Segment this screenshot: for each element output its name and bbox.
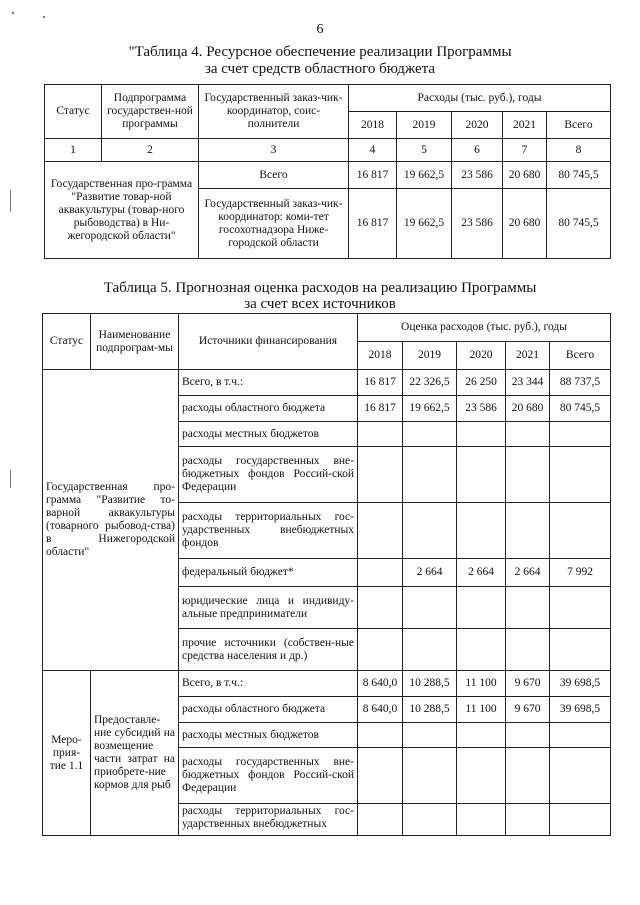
t4-colnum: 6 bbox=[452, 139, 503, 162]
t5-value: 23 586 bbox=[457, 396, 506, 422]
t5-value bbox=[403, 587, 457, 629]
t5-source: Всего, в т.ч.: bbox=[179, 671, 358, 697]
t4-colnum: 1 bbox=[45, 139, 102, 162]
t5-value bbox=[403, 447, 457, 503]
table-row bbox=[45, 162, 611, 189]
t5-value: 16 817 bbox=[358, 396, 403, 422]
t5-value: 22 326,5 bbox=[403, 370, 457, 396]
t5-value bbox=[403, 503, 457, 559]
t5-source: расходы областного бюджета bbox=[179, 697, 358, 723]
t5-header-year: 2020 bbox=[457, 342, 506, 370]
t4-header-total: Всего bbox=[547, 112, 611, 139]
t5-value: 39 698,5 bbox=[550, 671, 611, 697]
t4-header-status: Статус bbox=[45, 85, 102, 139]
t5-value: 19 662,5 bbox=[403, 396, 457, 422]
t5-value bbox=[457, 447, 506, 503]
t5-value bbox=[403, 723, 457, 748]
t5-value bbox=[457, 723, 506, 748]
t4-column-numbers-row bbox=[45, 139, 611, 162]
scan-mark bbox=[10, 470, 11, 488]
t4-header-coordinator: Государственный заказ-чик-координатор, соис-полнители bbox=[199, 85, 349, 139]
t5-value bbox=[457, 422, 506, 447]
table5-title-line1: Таблица 5. Прогнозная оценка расходов на реализацию Программы bbox=[103, 280, 537, 296]
t4-header-year: 2018 bbox=[349, 112, 397, 139]
t5-source: федеральный бюджет* bbox=[179, 559, 358, 587]
t5-value bbox=[457, 804, 506, 836]
t5-value bbox=[550, 587, 611, 629]
t5-value: 23 344 bbox=[506, 370, 550, 396]
t5-value bbox=[506, 503, 550, 559]
t5-value bbox=[550, 422, 611, 447]
t5-value bbox=[457, 587, 506, 629]
t5-source: расходы территориальных гос-ударственных внебюджетных фондов bbox=[179, 503, 358, 559]
t5-value bbox=[506, 629, 550, 671]
t5-value: 11 100 bbox=[457, 671, 506, 697]
t4-colnum: 5 bbox=[397, 139, 452, 162]
t5-source: расходы территориальных гос-ударственных внебюджетных bbox=[179, 804, 358, 836]
t5-value bbox=[457, 748, 506, 804]
t5-value: 26 250 bbox=[457, 370, 506, 396]
t5-source: расходы местных бюджетов bbox=[179, 422, 358, 447]
t4-header-year: 2020 bbox=[452, 112, 503, 139]
t5-value bbox=[506, 748, 550, 804]
t5-value: 2 664 bbox=[506, 559, 550, 587]
t5-value: 11 100 bbox=[457, 697, 506, 723]
t5-source: Всего, в т.ч.: bbox=[179, 370, 358, 396]
t5-value bbox=[550, 629, 611, 671]
table-row bbox=[43, 671, 611, 697]
t5-source: прочие источники (собствен-ные средства населения и др.) bbox=[179, 629, 358, 671]
t5-source: юридические лица и индивиду-альные предприниматели bbox=[179, 587, 358, 629]
t5-value: 20 680 bbox=[506, 396, 550, 422]
t5-value: 9 670 bbox=[506, 697, 550, 723]
t4-value: 80 745,5 bbox=[547, 189, 611, 259]
t5-value bbox=[358, 447, 403, 503]
t5-value bbox=[550, 723, 611, 748]
t5-value bbox=[358, 629, 403, 671]
t5-value bbox=[550, 447, 611, 503]
t5-value bbox=[358, 804, 403, 836]
t5-value: 8 640,0 bbox=[358, 671, 403, 697]
t5-value: 10 288,5 bbox=[403, 697, 457, 723]
t4-value: 20 680 bbox=[503, 189, 547, 259]
t5-header-year: 2021 bbox=[506, 342, 550, 370]
t5-value bbox=[506, 587, 550, 629]
t4-colnum: 2 bbox=[102, 139, 199, 162]
t5-value: 2 664 bbox=[457, 559, 506, 587]
t5-value bbox=[403, 422, 457, 447]
t4-header-subprogram: Подпрограмма государствен-ной программы bbox=[102, 85, 199, 139]
t4-header-expenses: Расходы (тыс. руб.), годы bbox=[349, 85, 611, 112]
scan-mark bbox=[10, 190, 11, 212]
t5-value bbox=[506, 804, 550, 836]
table4-title-line1: "Таблица 4. Ресурсное обеспечение реализации Программы bbox=[128, 44, 512, 60]
t4-value: 19 662,5 bbox=[397, 162, 452, 189]
page-number: 6 bbox=[316, 22, 324, 37]
t4-colnum: 7 bbox=[503, 139, 547, 162]
t5-value bbox=[403, 629, 457, 671]
t5-value bbox=[550, 804, 611, 836]
t5-measure-name: Предоставле-ние субсидий на возмещение части затрат на приобрете-ние кормов для рыб bbox=[91, 671, 179, 836]
t4-row-label: Государственный заказ-чик-координатор: коми-тет госохотнадзора Ниже-городской области bbox=[199, 189, 349, 259]
t5-header-sources: Источники финансирования bbox=[179, 314, 358, 370]
t4-value: 20 680 bbox=[503, 162, 547, 189]
t4-value: 23 586 bbox=[452, 189, 503, 259]
t5-value bbox=[506, 723, 550, 748]
t5-value bbox=[358, 559, 403, 587]
t5-value: 9 670 bbox=[506, 671, 550, 697]
t5-source: расходы государственных вне-бюджетных фондов Россий-ской Федерации bbox=[179, 748, 358, 804]
t5-value bbox=[358, 422, 403, 447]
t5-value: 7 992 bbox=[550, 559, 611, 587]
t5-header-status: Статус bbox=[43, 314, 91, 370]
t5-value bbox=[506, 422, 550, 447]
t5-value: 8 640,0 bbox=[358, 697, 403, 723]
t5-value bbox=[550, 503, 611, 559]
t5-value bbox=[358, 587, 403, 629]
t5-header-estimate: Оценка расходов (тыс. руб.), годы bbox=[358, 314, 611, 342]
t5-source: расходы областного бюджета bbox=[179, 396, 358, 422]
t4-program-name: Государственная про-грамма "Развитие товар-ной аквакультуры (товар-ного рыбоводства) в Ни-жегородской области" bbox=[45, 162, 199, 259]
t5-value bbox=[403, 748, 457, 804]
t5-header-name: Наименование подпрограм-мы bbox=[91, 314, 179, 370]
t4-value: 23 586 bbox=[452, 162, 503, 189]
t5-value bbox=[358, 723, 403, 748]
t4-value: 80 745,5 bbox=[547, 162, 611, 189]
t4-header-year: 2021 bbox=[503, 112, 547, 139]
t4-value: 16 817 bbox=[349, 189, 397, 259]
t4-colnum: 8 bbox=[547, 139, 611, 162]
t5-value: 2 664 bbox=[403, 559, 457, 587]
t5-source: расходы государственных вне-бюджетных фондов Россий-ской Федерации bbox=[179, 447, 358, 503]
t5-value bbox=[358, 503, 403, 559]
t5-value bbox=[550, 748, 611, 804]
scan-mark bbox=[12, 12, 14, 14]
t5-value bbox=[358, 748, 403, 804]
t5-header-year: 2018 bbox=[358, 342, 403, 370]
t5-value: 80 745,5 bbox=[550, 396, 611, 422]
t4-colnum: 4 bbox=[349, 139, 397, 162]
t4-value: 19 662,5 bbox=[397, 189, 452, 259]
table-row bbox=[43, 370, 611, 396]
t5-value: 10 288,5 bbox=[403, 671, 457, 697]
table5 bbox=[42, 313, 611, 836]
t5-measure-status: Меро-прия-тие 1.1 bbox=[43, 671, 91, 836]
table4-title-line2: за счет средств областного бюджета bbox=[204, 61, 436, 77]
table4 bbox=[44, 84, 611, 259]
t5-value bbox=[506, 447, 550, 503]
t5-source: расходы местных бюджетов bbox=[179, 723, 358, 748]
t5-header-total: Всего bbox=[550, 342, 611, 370]
scan-mark bbox=[43, 16, 45, 18]
table5-title-line2: за счет всех источников bbox=[244, 296, 396, 312]
t5-value bbox=[457, 629, 506, 671]
t5-value: 16 817 bbox=[358, 370, 403, 396]
t5-value: 88 737,5 bbox=[550, 370, 611, 396]
t5-program-name: Государственная про-грамма "Развитие то-варной аквакультуры (товарного рыбовод-ства) в Нижегородской области" bbox=[43, 370, 179, 671]
t4-header-year: 2019 bbox=[397, 112, 452, 139]
t5-value: 39 698,5 bbox=[550, 697, 611, 723]
t4-value: 16 817 bbox=[349, 162, 397, 189]
t5-value bbox=[403, 804, 457, 836]
t5-value bbox=[457, 503, 506, 559]
t4-row-label: Всего bbox=[199, 162, 349, 189]
t5-header-year: 2019 bbox=[403, 342, 457, 370]
t4-colnum: 3 bbox=[199, 139, 349, 162]
